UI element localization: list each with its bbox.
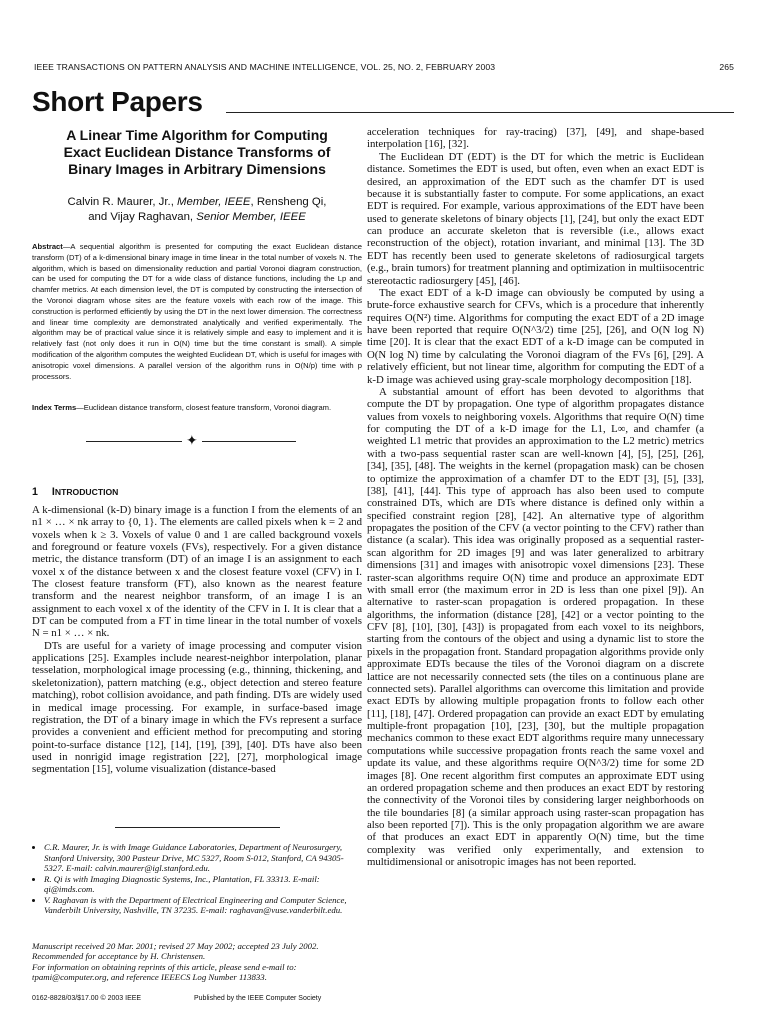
paragraph: A k-dimensional (k-D) binary image is a function I from the elements of an n1 × … × nk array to {0, 1}. The elements are called pixels when k = 2 and voxels when k ≥ 3. Voxels of value 0 and 1 are called background voxels and foreground or feature voxels (FVs), respectively. For a given distance metric, the distance transform (DT) of an image I is an assignment to each voxel x of the distance between x and the closest feature voxel (CFV) in I. The closest feature transform (FT), also known as the nearest feature transform and the nearest neighbor transform, of an image I is an assignment to each voxel x of the identity of the CFV in I. It is clear that a DT can be computed from a FT in time linear in the total number of voxels N = n1 × … × nk. bbox=[32, 504, 362, 640]
section-title: Short Papers bbox=[32, 86, 203, 117]
author-names: and Vijay Raghavan, bbox=[88, 211, 197, 223]
page-number: 265 bbox=[719, 62, 734, 72]
section-number: 1 bbox=[32, 486, 38, 498]
footnote-item: • R. Qi is with Imaging Diagnostic Systems, Inc., Plantation, FL 33313. E-mail: qi@imds.com. bbox=[44, 874, 362, 895]
authors-line bbox=[32, 210, 362, 225]
reprints-note: For information on obtaining reprints of this article, please send e-mail to: tpami@computer.org, and reference IEEECS Log Number 113833. bbox=[32, 961, 297, 983]
footnote-rule bbox=[115, 827, 280, 828]
authors bbox=[32, 195, 362, 225]
footer-publisher: Published by the IEEE Computer Society bbox=[194, 995, 322, 1002]
separator-diamond-icon: ✦ bbox=[182, 432, 202, 450]
index-terms-text: —Euclidean distance transform, closest feature transform, Voronoi diagram. bbox=[76, 403, 332, 412]
title-line: A Linear Time Algorithm for Computing bbox=[66, 127, 328, 143]
running-header bbox=[34, 62, 734, 72]
abstract bbox=[32, 242, 362, 382]
section-title-rule bbox=[226, 112, 734, 113]
paragraph: The exact EDT of a k-D image can obviously be computed by using a brute-force exhaustive search for CFVs, which is a procedure that inherently requires O(N²) time. Algorithms for computing the exact EDT of a 2D image have been reported that require O(N^3/2) time [25], [26], and O(N log N) time [20]. It is clear that the exact EDT of a k-D image can be computed in O(N log N) time by calculating the Voronoi diagram of the FVs [6], [29]. A relatively efficient, but not linear time, algorithm for computing the EDT of a k-D image was achieved using gray-scale morphology decomposition [18]. bbox=[367, 286, 704, 386]
section-heading-rest: NTRODUCTION bbox=[54, 487, 119, 497]
title-line: Binary Images in Arbitrary Dimensions bbox=[68, 161, 326, 177]
received-note: Manuscript received 20 Mar. 2001; revised 27 May 2002; accepted 23 July 2002. Recommended for acceptance by H. Christensen. bbox=[32, 941, 319, 962]
authors-line bbox=[32, 195, 362, 210]
index-terms-label: Index Terms bbox=[32, 403, 77, 412]
journal-header: IEEE TRANSACTIONS ON PATTERN ANALYSIS AND MACHINE INTELLIGENCE, VOL. 25, NO. 2, FEBRUARY 2003 bbox=[34, 62, 496, 72]
author-membership: Member, IEEE bbox=[177, 196, 251, 208]
abstract-text: —A sequential algorithm is presented for computing the exact Euclidean distance transform (DT) of a k-dimensional binary image in time linear in the total number of voxels N. The algorithm, which is based on dimensionality reduction and partial Voronoi diagram construction, can be used for computing the DT for a wide class of distance functions, including the Lp and chamfer metrics. At each dimension level, the DT is computed by constructing the intersection of the Voronoi diagram whose sites are the feature voxels with each row of the image. This construction is performed efficiently by using the DT in the next lower dimension. The correctness and linear time complexity are demonstrated analytically and verified experimentally. The algorithm may be of practical value since it is relatively simple and easy to implement and it is relatively fast (not only does it run in O(N) time but the time constant is small). A simple modification of the algorithm computes the weighted Euclidean DT, which is useful for images with anisotropic voxel dimensions. A parallel version of the algorithm runs in O(N/p) time with p processors. bbox=[32, 242, 362, 381]
footer-issn: 0162-8828/03/$17.00 © 2003 IEEE bbox=[32, 995, 142, 1002]
paragraph: acceleration techniques for ray-tracing) [37], [49], and shape-based interpolation [16], [32]. bbox=[367, 126, 704, 151]
index-terms bbox=[32, 403, 362, 414]
right-column-body bbox=[367, 126, 704, 869]
paragraph: DTs are useful for a variety of image processing and computer vision applications [25]. Examples include nearest-neighbor interpolation, planar tesselation, morphological image processing (e.g., thinning, thickening, and skeletonization), pattern matching (e.g., object detection and stereo feature matching), robot collision avoidance, and path finding. DTs are widely used in medical image processing. For example, in surface-based image registration, the DT of a binary image in which the FVs represent a surface provides a convenient and efficient method for precomputing and storing point-to-surface distance [12], [14], [19], [39], [40]. DTs have also been used in nonrigid image registration [22], [27], morphological image segmentation [15], volume visualization (distance-based bbox=[32, 639, 362, 776]
title-line: Exact Euclidean Distance Transforms of bbox=[63, 144, 331, 160]
abstract-label: Abstract bbox=[32, 242, 63, 251]
paper-title bbox=[32, 127, 362, 178]
author-affiliations bbox=[32, 842, 362, 916]
section-heading-introduction bbox=[32, 486, 118, 498]
paragraph: The Euclidean DT (EDT) is the DT for which the metric is Euclidean distance. Sometimes the EDT is used, but often, even when an exact EDT is desired, an approximation of the EDT such as the chamfer DT is used because it is substantially faster to compute. For some applications, an exact EDT is required. For example, various approximations of the EDT have been used to generate skeletons of binary objects [1], [24], but only the exact EDT can produce an accurate skeleton that is reversible (i.e., allows exact reconstruction of the object), rotation invariant, and minimal [13]. The 3D EDT has recently been used to generate skeletons of radiosurgical targets (e.g., brain tumors) for treatment planning and optimization in multiisocentric stereotactic radiosurgery [45], [46]. bbox=[367, 150, 704, 287]
manuscript-info bbox=[32, 941, 362, 983]
footnote-item: • C.R. Maurer, Jr. is with Image Guidance Laboratories, Department of Neurosurgery, Stanford University, 300 Pasteur Drive, MC 5327, Room S-012, Stanford, CA 94305-5327. E-mail: calvin.maurer@igl.stanford.edu. bbox=[44, 842, 362, 874]
author-names: Calvin R. Maurer, Jr., bbox=[67, 196, 178, 208]
section-heading-initial: I bbox=[51, 486, 55, 498]
paragraph: A substantial amount of effort has been devoted to algorithms that compute the DT by propagation. One type of algorithm propagates distance values from voxels to neighboring voxels. Algorithms that require O(N) time for computing the DT of a k-D image for the L1, L∞, and chamfer (a weighted L1 metric that provides an approximation to the L2 metric) metrics with a two-pass sequential raster scan are well-known [4], [5], [25], [26], [34], [35], [48]. The weights in the kernel (propagation mask) can be chosen to optimize the approximation of a chamfer DT to the EDT [3], [5], [33], [38], [41], [44]. This type of approach has also been used to compute constrained DTs, which are DTs where distance is defined only within a specified constraint region [28], [42]. An alternative type of algorithm propagates the position of the CFV (a vector pointing to the CFV) rather than distance (a scalar). This idea was originally proposed as a sequential raster-scan algorithm for 2D images [9] and was later generalized to arbitrary dimensions [31] and images with anisotropic voxel dimensions [23]. These raster-scan algorithms require O(N) time and produce an approximate EDT with small error (the maximum error in 2D is less than one pixel [9]). An alternative to raster-scan propagation is ordered propagation. In these algorithms, the information (distance [28], [42] or a vector pointing to the CFV [8], [10], [30], [43]) is propagated from each voxel to its neighbors, starting from the contours of the object and using a dynamic list to store the pixels in the propagation front. Standard propagation algorithms provide only approximate EDTs because the tiles of the Voronoi diagram on a discrete lattice are not necessarily connected sets (the tiles on a continuous plane are connected sets). Parallel algorithms can overcome this limitation and provide exact EDTs by allowing multiple propagation fronts to follow each other [11], [18], [47]. Ordered propagation can provide an exact EDT by emulating multiple-front propagation [10], [23], [30], but the multiple propagation mechanics common to these exact EDT algorithms require many unnecessary computations while successive propagation fronts reach the same voxel and update its value, and these algorithms require O(N^3/2) time for some 2D images [8]. One recent algorithm first computes an approximate EDT using an ordered propagation scheme and then produces an exact EDT by restoring the connectivity of the Voronoi tiles by considering larger neighborhoods on the tile boundaries [8] (a similar approach using raster-scan propagation has also been reported [7]). This is the only propagation algorithm we are aware of that produces an exact EDT in apparently O(N) time, but the time complexity was verified only experimentally, and extension to multidimensional or anisotropic images has not been reported. bbox=[367, 385, 704, 869]
author-membership: Senior Member, IEEE bbox=[196, 211, 306, 223]
footnote-item: • V. Raghavan is with the Department of Electrical Engineering and Computer Science, Vanderbilt University, Nashville, TN 37235. E-mail: raghavan@vuse.vanderbilt.edu. bbox=[44, 895, 362, 916]
left-column-body bbox=[32, 504, 362, 776]
author-names: , Rensheng Qi, bbox=[250, 196, 327, 208]
